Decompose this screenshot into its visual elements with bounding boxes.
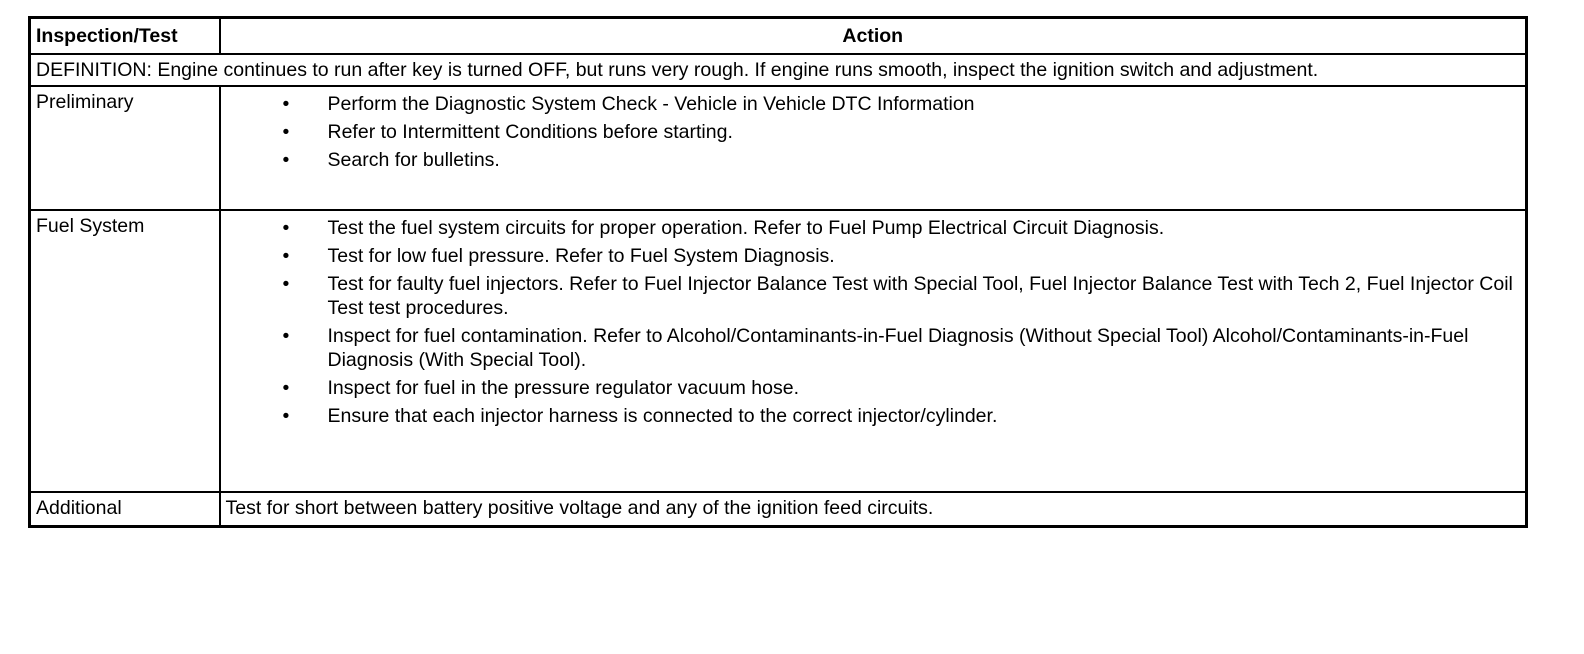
list-item-text: Inspect for fuel in the pressure regulator vacuum hose. xyxy=(327,377,800,399)
header-action: Action xyxy=(220,18,1527,55)
list-item xyxy=(226,272,1521,320)
list-item-text: Search for bulletins. xyxy=(327,149,500,171)
list-item xyxy=(226,92,1521,116)
header-row xyxy=(30,18,1527,55)
header-inspection-test: Inspection/Test xyxy=(30,18,220,55)
list-item xyxy=(226,148,1521,172)
row-label-fuel-system: Fuel System xyxy=(30,210,220,492)
list-item-text: Test for low fuel pressure. Refer to Fuel System Diagnosis. xyxy=(327,245,835,267)
bullet-icon: • xyxy=(282,273,290,295)
row-label-additional: Additional xyxy=(30,492,220,527)
list-item-text: Perform the Diagnostic System Check - Vehicle in Vehicle DTC Information xyxy=(327,93,975,115)
bullet-icon: • xyxy=(282,405,290,427)
definition-row xyxy=(30,54,1527,86)
list-item xyxy=(226,120,1521,144)
bullet-icon: • xyxy=(282,93,290,115)
diagnostic-table xyxy=(28,16,1528,528)
bullet-icon: • xyxy=(282,149,290,171)
row-action-fuel-system xyxy=(220,210,1527,492)
list-item-text: Ensure that each injector harness is connected to the correct injector/cylinder. xyxy=(327,405,998,427)
list-item-text: Inspect for fuel contamination. Refer to Alcohol/Contaminants-in-Fuel Diagnosis (Without Special Tool) Alcohol/Contaminants-in-Fuel Diagnosis (With Special Tool). xyxy=(327,325,1469,371)
bullet-icon: • xyxy=(282,377,290,399)
list-item xyxy=(226,324,1521,372)
bullet-icon: • xyxy=(282,245,290,267)
bullet-icon: • xyxy=(282,325,290,347)
list-item xyxy=(226,216,1521,240)
row-label-preliminary: Preliminary xyxy=(30,86,220,210)
bullet-list xyxy=(226,90,1521,172)
row-action-preliminary xyxy=(220,86,1527,210)
bullet-list xyxy=(226,214,1521,428)
list-item-text: Refer to Intermittent Conditions before starting. xyxy=(327,121,733,143)
table-row xyxy=(30,492,1527,527)
list-item xyxy=(226,404,1521,428)
list-item-text: Test for faulty fuel injectors. Refer to Fuel Injector Balance Test with Special Tool, Fuel Injector Balance Test with Tech 2, Fuel Injector Coil Test test procedures. xyxy=(327,273,1513,319)
bullet-icon: • xyxy=(282,121,290,143)
list-item xyxy=(226,376,1521,400)
table-row xyxy=(30,210,1527,492)
list-item xyxy=(226,244,1521,268)
bullet-icon: • xyxy=(282,217,290,239)
table-row xyxy=(30,86,1527,210)
list-item-text: Test the fuel system circuits for proper operation. Refer to Fuel Pump Electrical Circuit Diagnosis. xyxy=(327,217,1165,239)
row-action-additional: Test for short between battery positive voltage and any of the ignition feed circuits. xyxy=(220,492,1527,527)
definition-text: DEFINITION: Engine continues to run after key is turned OFF, but runs very rough. If engine runs smooth, inspect the ignition switch and adjustment. xyxy=(30,54,1527,86)
